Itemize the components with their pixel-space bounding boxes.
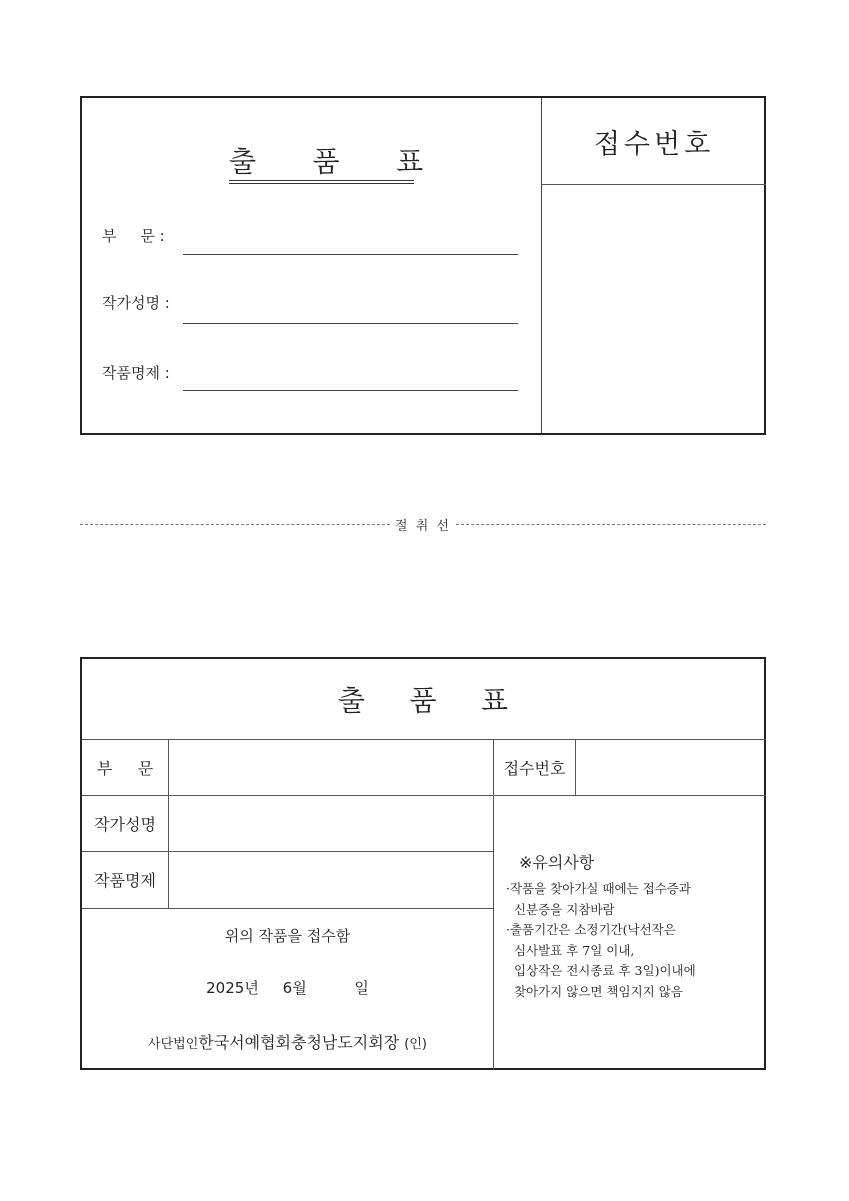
- title-double-underline: [229, 183, 414, 184]
- top-form-title: 출 품 표: [229, 145, 426, 178]
- org-name: 한국서예협회충청남도지회장: [198, 1033, 400, 1052]
- title-double-underline: [229, 180, 414, 181]
- artist-name-input-line[interactable]: [183, 323, 518, 324]
- cut-line-label: 절 취 선: [395, 519, 451, 534]
- cut-line-dash-right: [456, 524, 766, 525]
- artist-name-label: 작가성명 :: [102, 294, 170, 312]
- receipt-date: 2025년 6월 일: [206, 979, 369, 997]
- bottom-receipt-form: [80, 657, 766, 1070]
- bottom-form-title: 출 품 표: [337, 684, 509, 717]
- seal-mark: (인): [404, 1037, 427, 1052]
- notes-title: ※유의사항: [519, 853, 595, 872]
- artist-name-field[interactable]: [169, 796, 492, 850]
- cut-line-dash-left: [80, 524, 390, 525]
- reception-number-box[interactable]: [542, 185, 766, 433]
- department-label: 부 문: [96, 758, 154, 778]
- work-title-input-line[interactable]: [183, 390, 518, 391]
- reception-number-label: 접수번호: [503, 758, 566, 778]
- artist-name-label: 작가성명: [94, 814, 156, 834]
- receipt-statement: 위의 작품을 접수함: [224, 927, 351, 945]
- org-prefix: 사단법인: [148, 1037, 199, 1052]
- department-field[interactable]: [169, 740, 492, 794]
- reception-number-header: 접수번호: [542, 98, 766, 185]
- notes-item: 심사발표 후 7일 이내,: [506, 942, 635, 958]
- cut-line: [80, 515, 766, 533]
- department-label: 부 문 :: [102, 227, 165, 245]
- grid-line: [82, 908, 493, 909]
- top-entry-form: [80, 96, 766, 435]
- notes-list: [506, 879, 761, 1002]
- department-input-line[interactable]: [183, 254, 518, 255]
- notes-item: 신분증을 지참바람: [506, 901, 615, 917]
- work-title-label: 작품명제 :: [102, 364, 170, 382]
- notes-item: 찾아가지 않으면 책임지지 않음: [506, 983, 683, 999]
- notes-item: 입상작은 전시종료 후 3일)이내에: [506, 963, 696, 978]
- receipt-organization: [82, 1030, 493, 1053]
- notes-item: ·작품을 찾아가실 때에는 접수증과: [506, 881, 691, 896]
- reception-number-field[interactable]: [576, 740, 766, 794]
- work-title-field[interactable]: [169, 852, 492, 907]
- notes-item: ·출품기간은 소정기간(낙선작은: [506, 922, 676, 937]
- work-title-label: 작품명제: [94, 871, 156, 890]
